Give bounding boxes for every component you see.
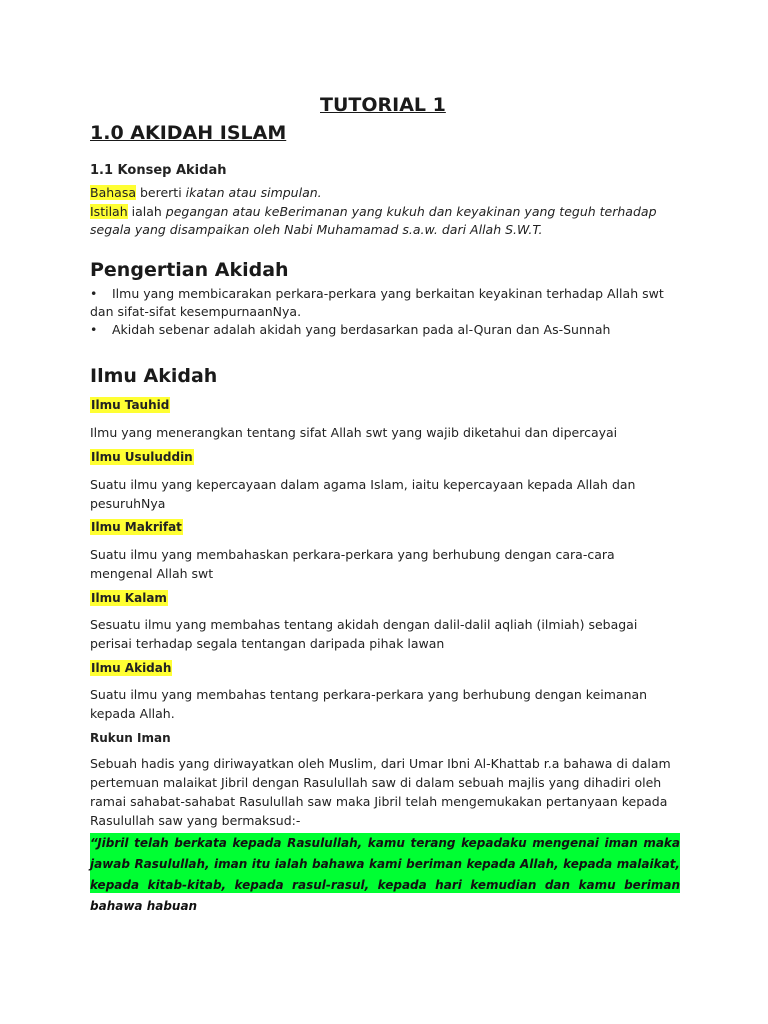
ilmu-makrifat-text: Suatu ilmu yang membahaskan perkara-perkara yang berhubung dengan cara-cara mengenal Allah swt: [90, 547, 615, 581]
pengertian-bullet: [90, 285, 680, 321]
rukun-iman-heading: Rukun Iman: [90, 731, 171, 745]
hadith-quote: “Jibril telah berkata kepada Rasulullah, kamu terang kepadaku mengenai iman maka jawab Rasulullah, iman itu ialah bahawa kami beriman kepada Allah, kepada malaikat, kepada kitab-kitab, kepada rasul-rasul, kepada hari kemudian dan kamu beriman bahawa habuan: [90, 833, 680, 893]
ilmu-heading: Ilmu Akidah: [90, 365, 218, 387]
section-title: 1.0 AKIDAH ISLAM: [90, 122, 287, 144]
bahasa-line: [90, 185, 322, 200]
rukun-iman-text: Sebuah hadis yang diriwayatkan oleh Muslim, dari Umar Ibni Al-Khattab r.a bahawa di dalam pertemuan malaikat Jibril dengan Rasulullah saw di dalam sebuah majlis yang dihadiri oleh ramai sahabat-sahabat Rasulullah saw maka Jibril telah mengemukakan pertanyaan kepada Rasulullah saw yang bermaksud:-: [90, 756, 671, 828]
konsep-heading: 1.1 Konsep Akidah: [90, 163, 227, 178]
ilmu-akidah-label: Ilmu Akidah: [91, 661, 172, 675]
istilah-line-2: segala yang disampaikan oleh Nabi Muhamamad s.a.w. dari Allah S.W.T.: [90, 222, 543, 237]
bullet-text: Ilmu yang membicarakan perkara-perkara yang berkaitan keyakinan terhadap Allah swt dan sifat-sifat kesempurnaanNya.: [90, 286, 664, 319]
ilmu-tauhid-label: Ilmu Tauhid: [91, 398, 170, 412]
ilmu-usuluddin-label: Ilmu Usuluddin: [91, 450, 193, 464]
ilmu-tauhid-text: Ilmu yang menerangkan tentang sifat Allah swt yang wajib diketahui dan dipercayai: [90, 425, 618, 440]
istilah-line: [90, 204, 657, 219]
pengertian-bullet: [90, 321, 680, 339]
istilah-text: ialah: [127, 204, 166, 219]
pengertian-heading: Pengertian Akidah: [90, 259, 289, 281]
bullet-icon: •: [90, 286, 98, 301]
bullet-text: Akidah sebenar adalah akidah yang berdasarkan pada al-Quran dan As-Sunnah: [112, 322, 611, 337]
ilmu-akidah-text: Suatu ilmu yang membahas tentang perkara-perkara yang berhubung dengan keimanan kepada Allah.: [90, 687, 648, 721]
ilmu-kalam-text: Sesuatu ilmu yang membahas tentang akidah dengan dalil-dalil aqliah (ilmiah) sebagai perisai terhadap segala tentangan daripada pihak lawan: [90, 617, 638, 651]
ilmu-kalam-label: Ilmu Kalam: [91, 591, 167, 605]
ilmu-usuluddin-text: Suatu ilmu yang kepercayaan dalam agama Islam, iaitu kepercayaan kepada Allah dan pesuruhNya: [90, 477, 636, 511]
bahasa-meaning: ikatan atau simpulan.: [185, 185, 322, 200]
istilah-label: Istilah: [90, 204, 128, 219]
bullet-icon: •: [90, 322, 98, 337]
page-title: TUTORIAL 1: [320, 94, 446, 116]
istilah-meaning: pegangan atau keBerimanan yang kukuh dan keyakinan yang teguh terhadap: [165, 204, 657, 219]
bahasa-label: Bahasa: [90, 185, 136, 200]
ilmu-makrifat-label: Ilmu Makrifat: [91, 520, 182, 534]
bahasa-text: bererti: [136, 185, 186, 200]
